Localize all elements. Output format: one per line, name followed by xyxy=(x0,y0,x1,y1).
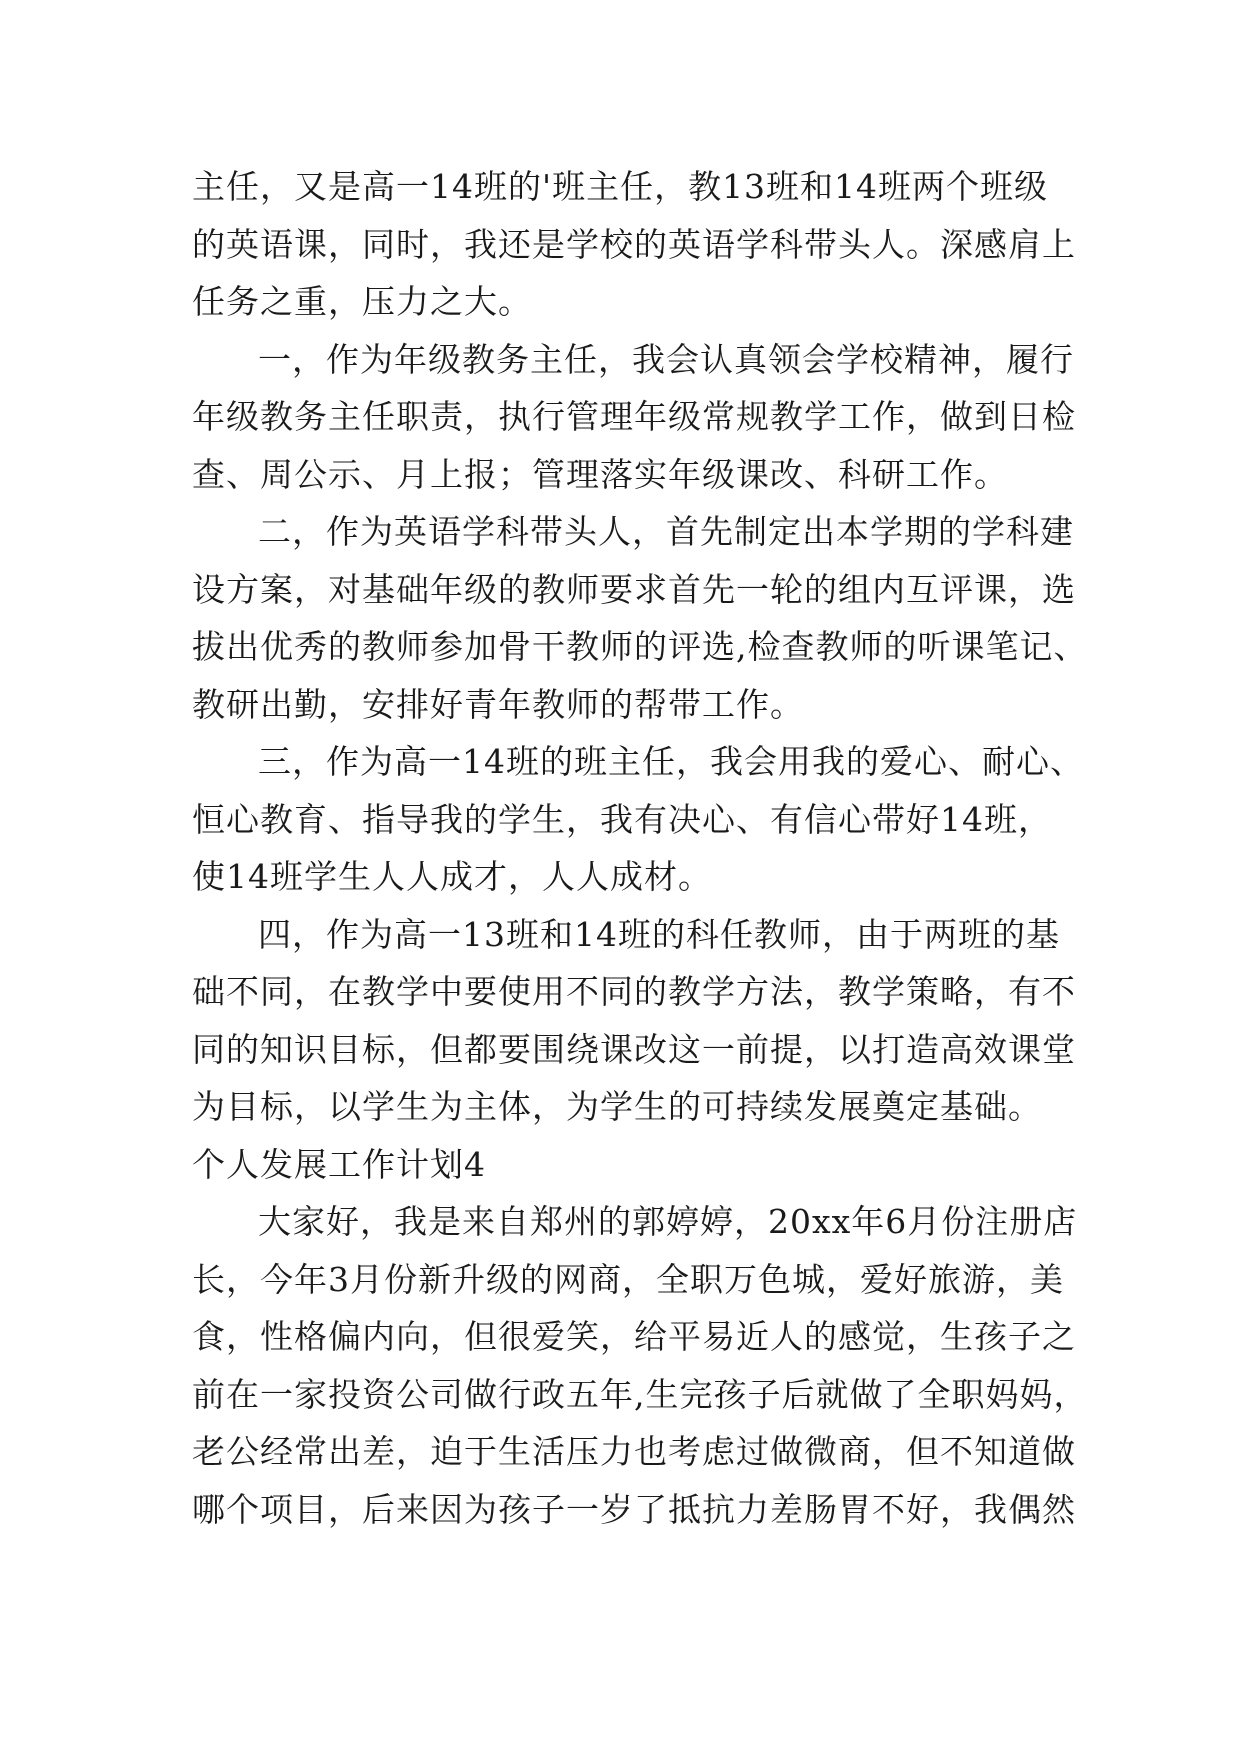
text-line: 四，作为高一13班和14班的科任教师，由于两班的基 xyxy=(258,914,1060,954)
text-line: 查、周公示、月上报；管理落实年级课改、科研工作。 xyxy=(192,454,1008,494)
text-line: 恒心教育、指导我的学生，我有决心、有信心带好14班， xyxy=(192,799,1052,839)
text-line: 老公经常出差，迫于生活压力也考虑过做微商，但不知道做 xyxy=(192,1432,1076,1471)
paragraph-item-3 xyxy=(192,733,1084,906)
text-line: 二，作为英语学科带头人，首先制定出本学期的学科建 xyxy=(258,512,1074,551)
paragraph-item-1 xyxy=(192,331,1076,504)
text-line: 主任，又是高一14班的'班主任，教13班和14班两个班级 xyxy=(192,167,1049,206)
text-line: 为目标，以学生为主体，为学生的可持续发展奠定基础。 xyxy=(192,1087,1042,1126)
text-line: 设方案，对基础年级的教师要求首先一轮的组内互评课，选 xyxy=(192,569,1076,609)
text-line: 教研出勤，安排好青年教师的帮带工作。 xyxy=(192,684,804,724)
text-line: 础不同，在教学中要使用不同的教学方法，教学策略，有不 xyxy=(192,972,1076,1011)
text-line: 三，作为高一14班的班主任，我会用我的爱心、耐心、 xyxy=(258,742,1084,781)
text-line: 前在一家投资公司做行政五年,生完孩子后就做了全职妈妈， xyxy=(192,1374,1088,1414)
text-line: 使14班学生人人成才，人人成材。 xyxy=(192,857,712,896)
text-line: 哪个项目，后来因为孩子一岁了抵抗力差肠胃不好，我偶然 xyxy=(192,1489,1076,1529)
text-line: 同的知识目标，但都要围绕课改这一前提，以打造高效课堂 xyxy=(192,1029,1076,1069)
text-line: 大家好，我是来自郑州的郭婷婷，20xx年6月份注册店 xyxy=(258,1202,1078,1241)
paragraph-item-4 xyxy=(192,906,1076,1136)
text-line: 一，作为年级教务主任，我会认真领会学校精神，履行 xyxy=(258,339,1074,379)
text-line: 的英语课，同时，我还是学校的英语学科带头人。深感肩上 xyxy=(192,224,1076,264)
section-title: 个人发展工作计划4 xyxy=(192,1144,486,1184)
paragraph-section-body xyxy=(192,1193,1088,1538)
text-line: 年级教务主任职责，执行管理年级常规教学工作，做到日检 xyxy=(192,397,1076,436)
text-line: 食，性格偏内向，但很爱笑，给平易近人的感觉，生孩子之 xyxy=(192,1317,1076,1356)
text-line: 长，今年3月份新升级的网商，全职万色城，爱好旅游，美 xyxy=(192,1259,1064,1299)
paragraph-intro xyxy=(192,158,1076,331)
text-line: 任务之重，压力之大。 xyxy=(192,282,532,321)
document-body xyxy=(192,158,1088,1538)
text-line: 拔出优秀的教师参加骨干教师的评选,检查教师的听课笔记、 xyxy=(192,627,1088,666)
paragraph-item-2 xyxy=(192,503,1088,733)
